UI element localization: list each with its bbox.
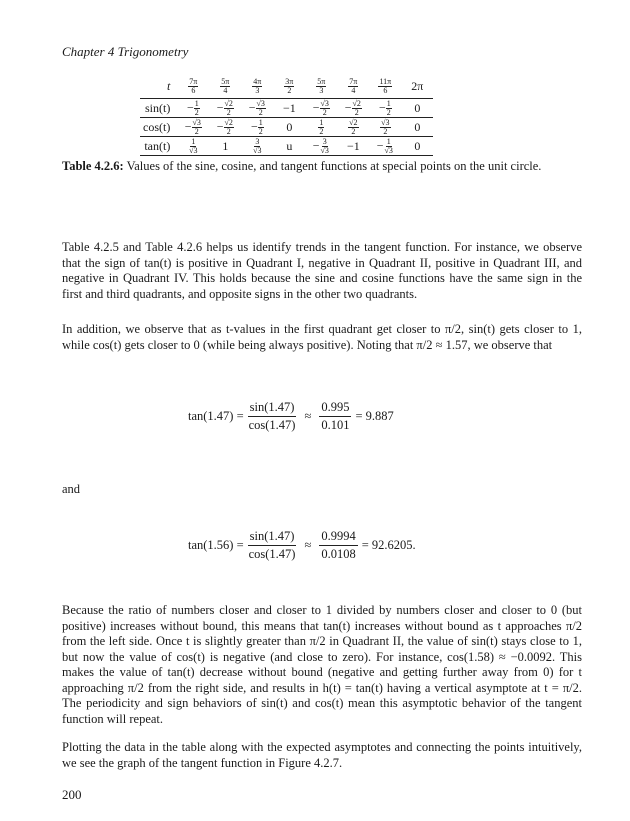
numerator: 1 [194,98,199,108]
sign: − [378,99,386,114]
table.rows.1.cells.3-value: 0 [286,119,293,134]
eq2-f2-denominator: 0.0108 [321,547,356,561]
numerator: √2 [224,98,233,108]
eq1-f2-numerator: 0.995 [319,399,351,417]
denominator: 2 [319,126,324,136]
fraction [316,78,326,95]
fraction [348,119,358,136]
table.rows.1.cells.7-value: 0 [414,119,421,134]
table-cell [369,118,401,137]
sign: − [184,118,192,133]
table-cell [273,137,305,156]
denominator: 2 [194,126,199,136]
row-label: tan(t) [140,137,177,156]
page [62,0,582,821]
numerator: 1 [258,117,263,127]
numerator: √2 [349,117,358,127]
numerator: √3 [256,98,265,108]
eq1-fraction-1 [248,399,297,434]
numerator: √3 [192,117,201,127]
denominator: 6 [191,85,196,95]
eq1-approx: ≈ [304,409,312,423]
sign: − [216,99,224,114]
numerator: 7π [349,76,358,86]
table-cell [369,137,401,156]
denominator: 4 [223,85,228,95]
table-cell [241,99,273,118]
header-t: t [140,74,177,99]
eq2-approx: ≈ [304,538,312,552]
table-cell [273,99,305,118]
page-number: 200 [62,787,82,802]
table.rows.2.cells.7-value: 0 [414,138,421,153]
paragraph-1: Table 4.2.5 and Table 4.2.6 helps us identify trends in the tangent function. For instance, we observe that the sign of tan(t) is positive in Quadrant I, negative in Quadrant II, positive in Quadrant III, and negative in Quadrant IV. This holds because the sine and cosine functions have the same sign in the first and third quadrants, and opposite signs in the other two quadrants. [62,240,582,301]
fraction [194,100,200,117]
sign: − [312,137,320,152]
denominator: 3 [255,85,260,95]
row-label: cos(t) [140,118,177,137]
eq1-f1-denominator: cos(1.47) [248,418,296,432]
denominator: √3 [320,145,329,155]
numerator: 1 [191,136,196,146]
fraction [348,78,358,95]
denominator: 6 [383,85,388,95]
eq1-rhs: = 9.887 [355,409,394,423]
paragraph-4: Because the ratio of numbers closer and closer to 1 divided by numbers closer and closer to 0 (but positive) increases without bound, this means that tan(t) increases without bound as t approaches π/2 from the left side. Once t is slightly greater than π/2 in Quadrant II, the value of sin(t) stays close to 1, but now the value of cos(t) is negative (and close to zero). For instance, cos(1.58) ≈ −0.0092. This makes the value of tan(t) decrease without bound (negative and getting further away from 0) for t approaching π/2 from the right side, and results in h(t) = tan(t) having a vertical asymptote at t = π/2. The periodicity and sign behaviors of sin(t) and cos(t) mean this asymptotic behavior of the tangent function will repeat. [62,603,582,726]
table-cell [273,118,305,137]
eq1-f1-numerator: sin(1.47) [248,399,297,417]
table-cell [305,137,337,156]
table-caption [62,158,582,174]
table.rows.2.cells.5-value: −1 [346,138,360,153]
table-cell [209,118,241,137]
fraction [384,138,394,155]
denominator: 2 [258,107,263,117]
table.rows.0.cells.3-value: −1 [282,100,296,115]
numerator: 1 [319,117,324,127]
eq2-fraction-2 [319,528,357,563]
fraction [386,100,392,117]
eq2-f1-numerator: sin(1.47) [248,528,297,546]
table-cell [401,137,433,156]
eq1-fraction-2 [319,399,351,434]
eq2-lhs: tan(1.56) = [188,538,244,552]
equation-1 [188,399,394,434]
denominator: √3 [189,145,198,155]
table-cell [209,137,241,156]
sign: − [344,99,352,114]
header-col-2 [241,74,273,99]
eq1-lhs: tan(1.47) = [188,409,244,423]
fraction [188,78,198,95]
eq2-f1-denominator: cos(1.47) [248,547,296,561]
table-row [140,118,433,137]
denominator: √3 [384,145,393,155]
fraction [258,119,264,136]
fraction [378,78,392,95]
table-cell [177,99,209,118]
numerator: 3 [322,136,327,146]
numerator: √2 [352,98,361,108]
sign: − [186,99,194,114]
numerator: √2 [224,117,233,127]
numerator: 5π [317,76,326,86]
fraction [252,138,262,155]
table-cell [241,137,273,156]
denominator: 2 [386,107,391,117]
table.rows.0.cells.7-value: 0 [414,100,421,115]
table-row [140,137,433,156]
fraction [284,78,294,95]
denominator: 2 [322,107,327,117]
paragraph-3: and [62,482,81,496]
numerator: 3π [285,76,294,86]
table-cell [177,137,209,156]
fraction [192,119,202,136]
eq1-f2-denominator: 0.101 [321,418,350,432]
sign: − [216,118,224,133]
table.rows.2.cells.3-value: u [286,138,293,153]
fraction [224,119,234,136]
header-col-7 [401,74,433,99]
fraction [256,100,266,117]
paragraph-2: In addition, we observe that as t-values in the first quadrant get closer to π/2, sin(t) gets closer to 1, while cos(t) gets closer to 0 (while being always positive). Noting that π/2 ≈ 1.57, we observe that [62,322,582,352]
numerator: 1 [386,136,391,146]
numerator: 4π [253,76,262,86]
table.columns.7-value: 2π [411,78,424,93]
header-col-3 [273,74,305,99]
numerator: 11π [379,76,392,86]
numerator: 1 [386,98,391,108]
denominator: 2 [383,126,388,136]
table-cell [337,99,369,118]
fraction [220,78,230,95]
table-cell [337,137,369,156]
fraction [252,78,262,95]
denominator: 2 [354,107,359,117]
fraction [188,138,198,155]
eq2-fraction-1 [248,528,297,563]
caption-label: Table 4.2.6: [62,159,124,173]
fraction [380,119,390,136]
row-label: sin(t) [140,99,177,118]
denominator: √3 [253,145,262,155]
eq2-rhs: = 92.6205. [361,538,416,552]
table-cell [401,118,433,137]
fraction [320,100,330,117]
fraction [318,119,324,136]
sign: − [312,99,320,114]
table-cell [305,99,337,118]
table-cell [401,99,433,118]
denominator: 2 [194,107,199,117]
paragraph-5: Plotting the data in the table along with the expected asymptotes and connecting the points intuitively, we see the graph of the tangent function in Figure 4.2.7. [62,740,582,770]
caption-text: Values of the sine, cosine, and tangent functions at special points on the unit circle. [123,159,542,173]
fraction [320,138,330,155]
chapter-header: Chapter 4 Trigonometry [62,44,189,59]
denominator: 2 [226,107,231,117]
header-col-5 [337,74,369,99]
table-cell [209,99,241,118]
equation-2 [188,528,416,563]
sign: − [248,99,256,114]
numerator: 3 [255,136,260,146]
eq2-f2-numerator: 0.9994 [319,528,357,546]
denominator: 2 [258,126,263,136]
table-row [140,99,433,118]
sign: − [376,137,384,152]
header-col-4 [305,74,337,99]
table-cell [337,118,369,137]
table-cell [369,99,401,118]
denominator: 2 [287,85,292,95]
values-table [140,74,433,156]
denominator: 2 [226,126,231,136]
header-col-0 [177,74,209,99]
table-cell [177,118,209,137]
header-col-1 [209,74,241,99]
numerator: √3 [381,117,390,127]
numerator: 5π [221,76,230,86]
table.rows.2.cells.1-value: 1 [222,138,229,153]
fraction [352,100,362,117]
denominator: 2 [351,126,356,136]
denominator: 3 [319,85,324,95]
header-col-6 [369,74,401,99]
numerator: 7π [189,76,198,86]
table-cell [241,118,273,137]
table-header-row [140,74,433,99]
fraction [224,100,234,117]
sign: − [250,118,258,133]
denominator: 4 [351,85,356,95]
numerator: √3 [320,98,329,108]
table-cell [305,118,337,137]
